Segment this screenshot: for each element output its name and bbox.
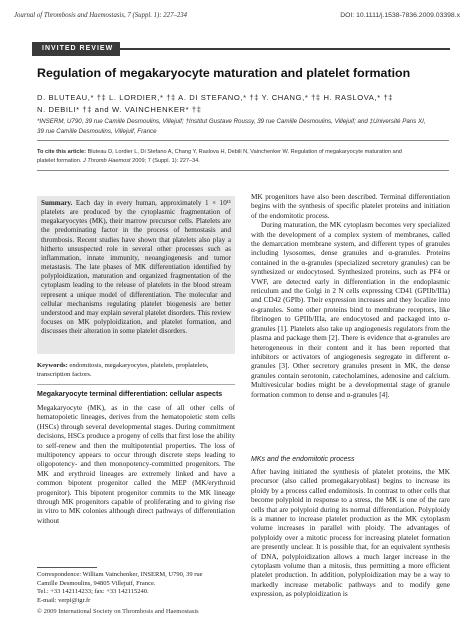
citation-rule-bottom: [37, 170, 449, 171]
citation-rule-top: [37, 140, 449, 141]
keywords-text: endomitosis, megakaryocytes, platelets, proplatelets, transcription factors.: [37, 362, 209, 378]
correspondence-rule: [37, 567, 97, 568]
abstract-lead: Summary.: [41, 199, 73, 207]
right-paragraph-3: After having initiated the synthesis of platelet proteins, the MK precursor (also called promegakaryoblast) begins to increase its ploidy by a process called endomitosis. In contrast to other cells that become polyploid in response to a stress, the MK is one of the rare cells that are polyploid during its normal differentiation. Polyploidy is a manner to increase platelet production as the MK cytoplasm volume increases in parallel with ploidy. The advantages of polyploidy over a mitotic process for increasing platelet formation are presently unclear. It is possible that, for an equivalent synthesis of DNA, polyploidization allows a much larger increase in the cytoplasm volume than a mitosis, thus permitting a more efficient platelet production. In addition, polyploidization may be a way to markedly increase metabolic pathways and to modify gene expression, as polyploidization is: [251, 468, 450, 599]
abstract: [41, 199, 231, 336]
correspondence-line-4: E-mail: verpi@igr.fr: [37, 596, 91, 604]
correspondence: [37, 571, 235, 605]
affiliation-line-1: *INSERM, U790, 39 rue Camille Desmoulins, Villejuif; †Institut Gustave Roussy, 39 rue Camille Desmoulins, Villejuif; and ‡Université Paris XI,: [37, 118, 426, 125]
keywords-rule: [37, 384, 235, 385]
article-title: Regulation of megakaryocyte maturation and platelet formation: [37, 66, 411, 80]
right-column-bottom: [251, 468, 450, 600]
banner-rule: [120, 48, 450, 50]
article-type-banner: INVITED REVIEW: [32, 42, 120, 56]
citation-tail: 2009; 7 (Suppl. 1): 227–34.: [130, 158, 200, 164]
right-paragraph-2: During maturation, the MK cytoplasm becomes very specialized with the development of a complex system of membranes, called the demarcation membrane system, and different types of granules including lysosomes, dense granules and α-granules. Proteins contained in the α-granules (specialized secretory granules) can be synthesized or endocytosed. Synthesized proteins, such as PF4 or VWF, are detected early in differentiation in the endoplasmic reticulum and the Golgi in 2 N cells expressing CD41 (GPIIb/IIIa) and CD42 (GPIb). Their expression increases and they localize into α-granules. Some other proteins bind to membrane receptors, like fibrinogen to GPIIb/IIIa, are endocytosed and packaged into α-granules [1]. Platelets also take up angiogenesis regulators from the plasma and package them [2]. There is evidence that α-granules are heterogeneous in their content and it has been reported that inhibitors or activators of angiogenesis segregate in different α-granules [3]. Other secretory granules present in MK, the dense granules contain serotonin, catecholamines, adenosine and calcium. Multivesicular bodies might be a developmental stage of granule formation common to dense and α-granules [4].: [251, 221, 450, 399]
keywords: [37, 361, 235, 379]
doi-header: DOI: 10.1111/j.1538-7836.2009.03398.x: [340, 12, 460, 19]
authors-line-1: D. BLUTEAU,* †‡ L. LORDIER,* †‡ A. DI STEFANO,* †‡ Y. CHANG,* †‡ H. RASLOVA,* †‡: [37, 93, 394, 102]
citation-block: [37, 148, 449, 166]
journal-header: Journal of Thrombosis and Haemostasis, 7 (Suppl. 1): 227–234: [14, 12, 188, 19]
citation-text: Bluteau D, Lordier L, Di Stefano A, Chang Y, Raslova H, Debili N, Vainchenker W. Regulation of megakaryocyte maturation and: [86, 149, 402, 155]
citation-journal: J Thromb Haemost: [83, 158, 131, 164]
affiliation-line-2: 39 rue Camille Desmoulins, Villejuif, France: [37, 127, 157, 135]
section-heading-right: MKs and the endomitotic process: [251, 456, 355, 463]
abstract-text: Each day in every human, approximately 1 × 10¹¹ platelets are produced by the cytoplasmic fragmentation of megakaryocytes (MK), their marrow precursor cells. Platelets are the predominating factor in the process of hemostasis and thrombosis. Recent studies have shown that platelets also play a hitherto unsuspected role in several other processes such as inflammation, innate immunity, neoangiogenesis and tumor metastasis. The late phases of MK differentiation identified by polyploidization, maturation and organized fragmentation of the cytoplasm leading to the release of platelets in the blood stream represent a unique model of differentiation. The molecular and cellular mechanisms regulating platelet biogenesis are better understood and may explain several platelet disorders. This review focuses on MK polyploidization, and platelet formation, and discusses their alteration in some platelet disorders.: [41, 199, 231, 336]
section-body-left: [37, 404, 235, 526]
section-heading-left: Megakaryocyte terminal differentiation: cellular aspects: [37, 391, 223, 398]
correspondence-line-2: Camille Desmoulins, 94805 Villejuif, France.: [37, 579, 156, 587]
authors-line-2: N. DEBILI* †‡ and W. VAINCHENKER* †‡: [37, 104, 202, 114]
citation-text-2: platelet formation.: [37, 158, 84, 164]
correspondence-line-3: Tel.: +33 142114233; fax: +33 142115240.: [37, 588, 149, 596]
affiliations: [37, 117, 457, 136]
author-list: [37, 92, 457, 115]
section-left-paragraph: Megakaryocyte (MK), as in the case of all other cells of hematopoietic lineages, derives from the hematopoietic stem cells (HSCs) through several developmental stages. During commitment decisions, HSCs produce a progeny of cells that first lose the ability to self-renew and then the multipotential properties. The loss of multipotency appears to occur through discrete steps leading to oligopotency- and then monopotency-committed progenitors. The MK and erythroid lineages are extremely linked and have a common bipotent progenitor called the MEP (MK/erythroid progenitor). This bipotent progenitor commits to the MK lineage through MK progenitors capable of proliferating and to giving rise in vitro to MK colonies although direct pathways of differentiation without: [37, 404, 235, 525]
citation-lead: To cite this article:: [37, 149, 87, 155]
right-paragraph-1: MK progenitors have also been described. Terminal differentiation begins with the synthesis of specific platelet proteins and initiation of the endomitotic process.: [251, 193, 450, 220]
correspondence-line-1: Correspondence: William Vainchenker, INSERM, U790, 39 rue: [37, 571, 203, 578]
right-column-top: [251, 193, 450, 400]
copyright: © 2009 International Society on Thrombosis and Haemostasis: [37, 608, 199, 615]
keywords-lead: Keywords:: [37, 362, 68, 369]
